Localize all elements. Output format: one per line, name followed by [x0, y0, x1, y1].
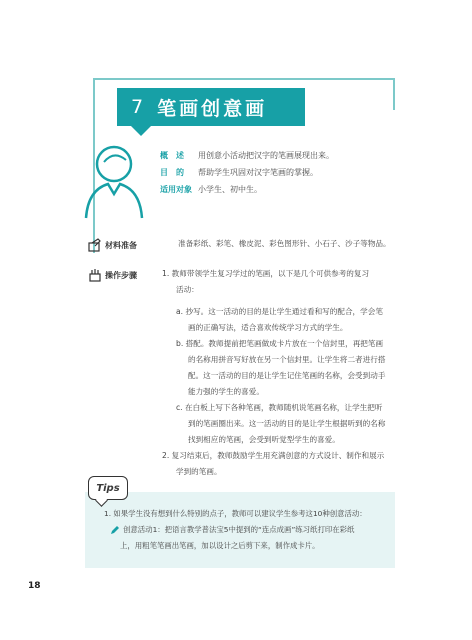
step-line: c. 在白板上写下各种笔画，教师随机说笔画名称，让学生把听: [176, 403, 383, 412]
tips-line-3: 上，用粗笔笔画出笔画，加以设计之后剪下来，制作成卡片。: [120, 541, 320, 550]
meta-value: 用创意小活动把汉字的笔画展现出来。: [198, 151, 334, 160]
step-line: 能力强的学生的喜爱。: [188, 387, 264, 396]
step-line: 找到相应的笔画，会受到听觉型学生的喜爱。: [188, 435, 340, 444]
tips-line-2: [110, 522, 354, 538]
pencil-box-icon: [88, 238, 102, 252]
step-line: 配。这一活动的目的是让学生记住笔画的名称，会受到动手: [188, 371, 386, 380]
step-line: b. 搭配。教师提前把笔画做成卡片放在一个信封里，再把笔画: [176, 339, 384, 348]
meta-key: 目 的: [160, 168, 184, 177]
step-line: 的名称用拼音写好放在另一个信封里。让学生将二者进行搭: [188, 355, 386, 364]
tips-pencil-icon: [110, 525, 120, 535]
chapter-number: 7: [131, 96, 144, 118]
tips-line-1: 1. 如果学生没有想到什么特别的点子，教师可以建议学生参考这10种创意活动：: [104, 509, 367, 518]
step-1c: [176, 400, 385, 448]
meta-audience: [160, 184, 262, 195]
step-1b: [176, 336, 385, 400]
meta-key: 适用对象: [160, 185, 192, 194]
meta-purpose: [160, 167, 318, 178]
step-line: 活动：: [176, 285, 199, 294]
page-number: 18: [28, 581, 41, 591]
meta-key: 概 述: [160, 151, 184, 160]
tips-badge: Tips: [88, 476, 128, 500]
step-line: 2. 复习结束后，教师鼓励学生用充满创意的方式设计、制作和展示: [162, 451, 385, 460]
step-line: 学到的笔画。: [176, 467, 222, 476]
materials-label: 材料准备: [105, 241, 137, 250]
step-line: 到的笔画圈出来。这一活动的目的是让学生根据听到的名称: [188, 419, 386, 428]
tools-icon: [88, 268, 102, 282]
frame-line-right: [393, 78, 395, 110]
frame-line-top: [93, 78, 393, 80]
step-line: 1. 教师带领学生复习学过的笔画，以下是几个可供参考的复习: [162, 269, 370, 278]
steps-label: 操作步骤: [105, 271, 137, 280]
chapter-title: 笔画创意画: [157, 97, 268, 120]
tips-text: 创意活动1：把语言教学普法宝5中提到的“连点成画”练习纸打印在彩纸: [123, 525, 355, 534]
step-2: [162, 448, 384, 480]
step-line: a. 抄写。这一活动的目的是让学生通过看和写的配合，学会笔: [176, 307, 383, 316]
step-1a: [176, 304, 383, 336]
chapter-banner: [117, 88, 305, 126]
person-icon: [78, 140, 150, 220]
materials-text: 准备彩纸、彩笔、橡皮泥、彩色图形针、小石子、沙子等物品。: [178, 239, 391, 248]
meta-value: 帮助学生巩固对汉字笔画的掌握。: [198, 168, 318, 177]
meta-value: 小学生、初中生。: [198, 185, 262, 194]
step-1: [162, 266, 369, 298]
meta-overview: [160, 150, 334, 161]
step-line: 画的正确写法，适合喜欢传统学习方式的学生。: [188, 323, 348, 332]
